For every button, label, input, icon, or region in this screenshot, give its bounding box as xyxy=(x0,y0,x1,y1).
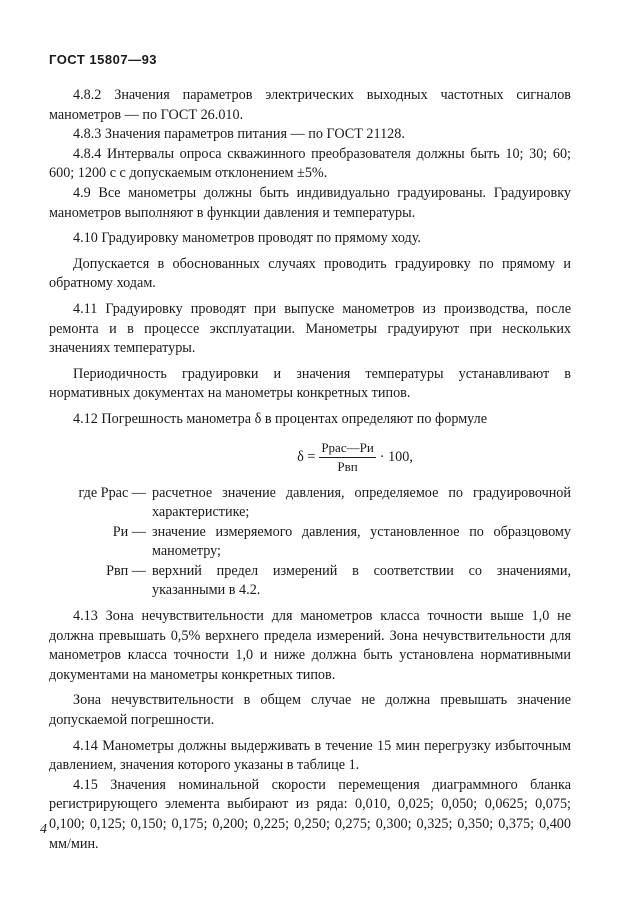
paragraph-4-10-note: Допускается в обоснованных случаях проводить градуировку по прямому и обратному ходам. xyxy=(49,255,571,292)
paragraph-4-8-4: 4.8.4 Интервалы опроса скважинного преобразователя должны быть 10; 30; 60; 600; 1200 с с допускаемым отклонением ±5%. xyxy=(49,145,571,182)
legend-row xyxy=(49,484,571,523)
legend-description: верхний предел измерений в соответствии со значениями, указанными в 4.2. xyxy=(152,562,571,599)
paragraph-4-8-2: 4.8.2 Значения параметров электрических выходных частотных сигналов манометров — по ГОСТ 26.010. xyxy=(49,87,571,123)
legend-description: расчетное значение давления, определяемое по градуировочной характеристике; xyxy=(152,484,571,521)
legend-symbol: где Pрас — xyxy=(78,484,146,501)
paragraph-4-12: 4.12 Погрешность манометра δ в процентах определяют по формуле xyxy=(73,410,488,427)
paragraph-4-14: 4.14 Манометры должны выдерживать в течение 15 мин перегрузку избыточным давлением, значения которого указаны в таблице 1. xyxy=(49,737,571,774)
formula-denominator: Pвп xyxy=(337,459,358,474)
legend-symbol: Pи — xyxy=(112,523,146,540)
paragraph-4-8-3: 4.8.3 Значения параметров питания — по ГОСТ 21128. xyxy=(73,126,405,143)
paragraph-4-11: 4.11 Градуировку проводят при выпуске манометров из производства, после ремонта и в процессе эксплуатации. Манометры градуируют при нескольких значениях температуры. xyxy=(49,300,571,357)
error-formula xyxy=(49,438,571,478)
legend-row xyxy=(49,562,571,601)
formula-numerator: Pрас—Pи xyxy=(319,439,375,458)
formula-rhs: · 100, xyxy=(379,448,413,465)
legend-row xyxy=(49,523,571,562)
paragraph-4-11-note: Периодичность градуировки и значения температуры устанавливают в нормативных документах на манометры конкретных типов. xyxy=(49,365,571,402)
legend-description: значение измеряемого давления, установленное по образцовому манометру; xyxy=(152,523,571,560)
document-header: ГОСТ 15807—93 xyxy=(49,52,158,67)
formula-legend xyxy=(49,484,571,602)
paragraph-4-10: 4.10 Градуировку манометров проводят по прямому ходу. xyxy=(73,230,421,247)
paragraph-4-9: 4.9 Все манометры должны быть индивидуально градуированы. Градуировку манометров выполняют в функции давления и температуры. xyxy=(49,184,571,221)
formula-lhs: δ = xyxy=(297,448,316,465)
legend-symbol: Pвп — xyxy=(106,562,146,579)
document-body xyxy=(49,86,571,854)
paragraph-4-13-note: Зона нечувствительности в общем случае не должна превышать значение допускаемой погрешности. xyxy=(49,692,571,729)
paragraph-4-15: 4.15 Значения номинальной скорости перемещения диаграммного бланка регистрирующего элемента выбирают из ряда: 0,010, 0,025; 0,050; 0,0625; 0,075; 0,100; 0,125; 0,150; 0,175; 0,200; 0,225; 0,250; 0,275; 0,300; 0,325; 0,350; 0,375; 0,400 мм/мин. xyxy=(49,776,571,852)
formula-fraction xyxy=(319,439,375,476)
paragraph-4-13: 4.13 Зона нечувствительности для манометров класса точности выше 1,0 не должна превышать 0,5% верхнего предела измерений. Зона нечувствительности для манометров класса точности 1,0 и ниже должна быть установлена нормативными документами на манометры конкретных типов. xyxy=(49,608,571,683)
page-number: 4 xyxy=(40,822,47,837)
